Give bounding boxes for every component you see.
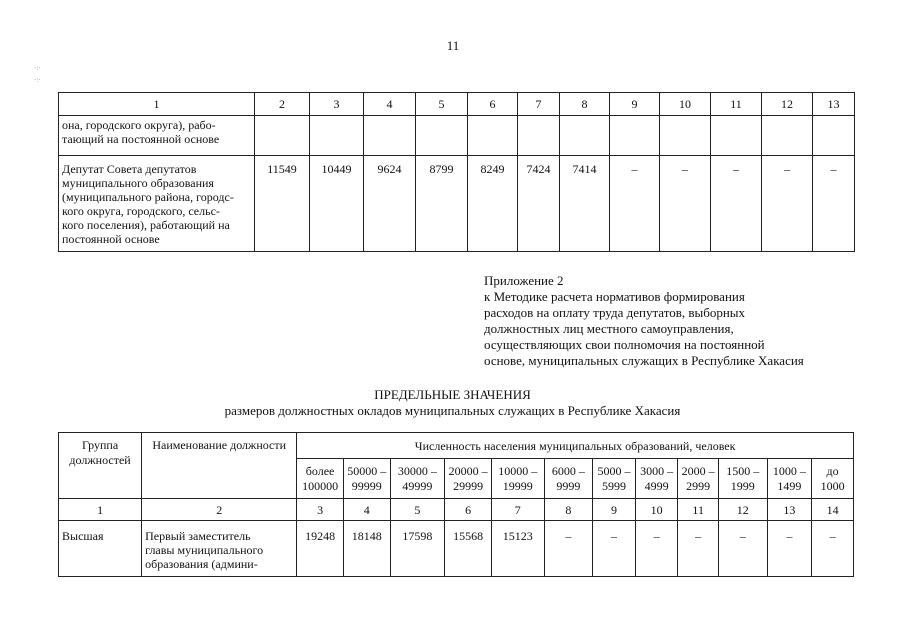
- value-cell: 7414: [560, 156, 610, 252]
- range-line: 100000: [302, 479, 339, 493]
- number-cell: 2: [142, 499, 297, 521]
- position-line: образования (админи-: [145, 557, 258, 571]
- value-cell: 11549: [255, 156, 310, 252]
- value-cell: –: [544, 521, 593, 577]
- number-cell: 11: [678, 499, 719, 521]
- range-line: 4999: [644, 479, 669, 493]
- label-line: (муниципального района, городс-: [62, 190, 234, 204]
- value-cell: [255, 116, 310, 156]
- range-line: 2000 –: [681, 464, 715, 478]
- value-cell: [610, 116, 660, 156]
- row-label: [59, 116, 255, 156]
- position-line: Первый заместитель: [145, 529, 251, 543]
- header-cell: 6: [468, 93, 518, 116]
- group-header: [59, 433, 142, 499]
- range-line: 49999: [402, 479, 433, 493]
- value-cell: 17598: [390, 521, 445, 577]
- range-line: 1000 –: [772, 464, 806, 478]
- salary-limits-table: [58, 432, 854, 577]
- value-cell: [660, 116, 711, 156]
- value-cell: [560, 116, 610, 156]
- header-cell: 3: [310, 93, 364, 116]
- value-cell: [364, 116, 416, 156]
- value-cell: –: [635, 521, 678, 577]
- value-cell: –: [593, 521, 636, 577]
- range-header: [297, 459, 344, 499]
- continuation-table: [58, 92, 855, 252]
- number-cell: 7: [491, 499, 544, 521]
- number-cell: 14: [812, 499, 854, 521]
- column-number-row: [59, 499, 854, 521]
- range-line: 99999: [351, 479, 382, 493]
- document-title: ПРЕДЕЛЬНЫЕ ЗНАЧЕНИЯ: [374, 387, 531, 402]
- value-cell: –: [678, 521, 719, 577]
- range-line: 2999: [686, 479, 711, 493]
- range-header: [445, 459, 492, 499]
- margin-marks: ·:· ·:·: [34, 64, 41, 84]
- position-line: главы муниципального: [145, 543, 264, 557]
- range-header: [635, 459, 678, 499]
- value-cell: 15123: [491, 521, 544, 577]
- number-cell: 1: [59, 499, 142, 521]
- number-cell: 6: [445, 499, 492, 521]
- number-cell: 9: [593, 499, 636, 521]
- label-line: кого поселения), работающий на: [62, 218, 230, 232]
- value-cell: 19248: [297, 521, 344, 577]
- value-cell: –: [812, 521, 854, 577]
- header-cell: 2: [255, 93, 310, 116]
- range-header: [491, 459, 544, 499]
- range-line: 6000 –: [551, 464, 585, 478]
- range-line: 29999: [453, 479, 484, 493]
- range-line: 9999: [556, 479, 581, 493]
- population-header: Численность населения муниципальных образований, человек: [297, 433, 854, 459]
- header-cell: 13: [813, 93, 855, 116]
- number-cell: 5: [390, 499, 445, 521]
- group-cell: Высшая: [59, 521, 142, 577]
- number-cell: 10: [635, 499, 678, 521]
- header-cell: 4: [364, 93, 416, 116]
- label-line: Депутат Совета депутатов: [62, 162, 197, 176]
- group-header-line: Группа: [81, 438, 119, 452]
- appendix-line: к Методике расчета нормативов формирования: [484, 289, 745, 304]
- appendix-line: должностных лиц местного самоуправления,: [484, 321, 734, 336]
- range-line: 30000 –: [397, 464, 437, 478]
- position-cell: [142, 521, 297, 577]
- range-header: [678, 459, 719, 499]
- document-subtitle: размеров должностных окладов муниципальных служащих в Республике Хакасия: [224, 403, 681, 418]
- range-line: 5999: [602, 479, 627, 493]
- range-header: [718, 459, 767, 499]
- value-cell: [711, 116, 762, 156]
- range-line: 1499: [777, 479, 802, 493]
- value-cell: 8249: [468, 156, 518, 252]
- range-line: 3000 –: [640, 464, 674, 478]
- header-cell: 1: [59, 93, 255, 116]
- number-cell: 8: [544, 499, 593, 521]
- label-line: она, городского округа), рабо-: [62, 118, 216, 132]
- range-header: [390, 459, 445, 499]
- row-label: [59, 156, 255, 252]
- range-line: 1000: [820, 479, 845, 493]
- label-line: кого округа, городского, сельс-: [62, 204, 220, 218]
- appendix-line: Приложение 2: [484, 273, 564, 288]
- number-cell: 3: [297, 499, 344, 521]
- page-number: 11: [446, 38, 460, 53]
- header-cell: 5: [416, 93, 468, 116]
- value-cell: –: [711, 156, 762, 252]
- header-cell: 11: [711, 93, 762, 116]
- header-cell: 10: [660, 93, 711, 116]
- value-cell: –: [610, 156, 660, 252]
- range-line: 19999: [502, 479, 533, 493]
- value-cell: 18148: [343, 521, 390, 577]
- header-cell: 7: [518, 93, 560, 116]
- range-line: до: [826, 464, 839, 478]
- value-cell: –: [813, 156, 855, 252]
- range-line: 1999: [730, 479, 755, 493]
- value-cell: 10449: [310, 156, 364, 252]
- value-cell: 15568: [445, 521, 492, 577]
- value-cell: 8799: [416, 156, 468, 252]
- range-line: 1500 –: [726, 464, 760, 478]
- value-cell: 7424: [518, 156, 560, 252]
- value-cell: –: [718, 521, 767, 577]
- header-cell: 8: [560, 93, 610, 116]
- header-cell: 12: [762, 93, 813, 116]
- label-line: постоянной основе: [62, 232, 160, 246]
- number-cell: 4: [343, 499, 390, 521]
- value-cell: –: [660, 156, 711, 252]
- number-cell: 13: [767, 499, 812, 521]
- range-line: 20000 –: [448, 464, 488, 478]
- value-cell: [813, 116, 855, 156]
- range-header: [812, 459, 854, 499]
- value-cell: [518, 116, 560, 156]
- label-line: муниципального образования: [62, 176, 214, 190]
- value-cell: –: [762, 156, 813, 252]
- range-header: [767, 459, 812, 499]
- value-cell: [468, 116, 518, 156]
- range-header: [343, 459, 390, 499]
- appendix-line: осуществляющих свои полномочия на постоянной: [484, 337, 765, 352]
- value-cell: 9624: [364, 156, 416, 252]
- range-line: 10000 –: [498, 464, 538, 478]
- range-line: более: [305, 464, 335, 478]
- value-cell: [310, 116, 364, 156]
- value-cell: [762, 116, 813, 156]
- table-row: [59, 116, 855, 156]
- range-header: [544, 459, 593, 499]
- column-number-row: [59, 93, 855, 116]
- value-cell: [416, 116, 468, 156]
- appendix-note: [484, 273, 804, 369]
- appendix-line: основе, муниципальных служащих в Республике Хакасия: [484, 353, 804, 368]
- value-cell: –: [767, 521, 812, 577]
- header-cell: 9: [610, 93, 660, 116]
- appendix-line: расходов на оплату труда депутатов, выборных: [484, 305, 746, 320]
- range-line: 5000 –: [597, 464, 631, 478]
- number-cell: 12: [718, 499, 767, 521]
- position-header: Наименование должности: [142, 433, 297, 499]
- table-row: [59, 521, 854, 577]
- table-row: [59, 156, 855, 252]
- header-row: [59, 433, 854, 459]
- range-line: 50000 –: [347, 464, 387, 478]
- label-line: тающий на постоянной основе: [62, 132, 220, 146]
- range-header: [593, 459, 636, 499]
- group-header-line: должностей: [69, 453, 131, 467]
